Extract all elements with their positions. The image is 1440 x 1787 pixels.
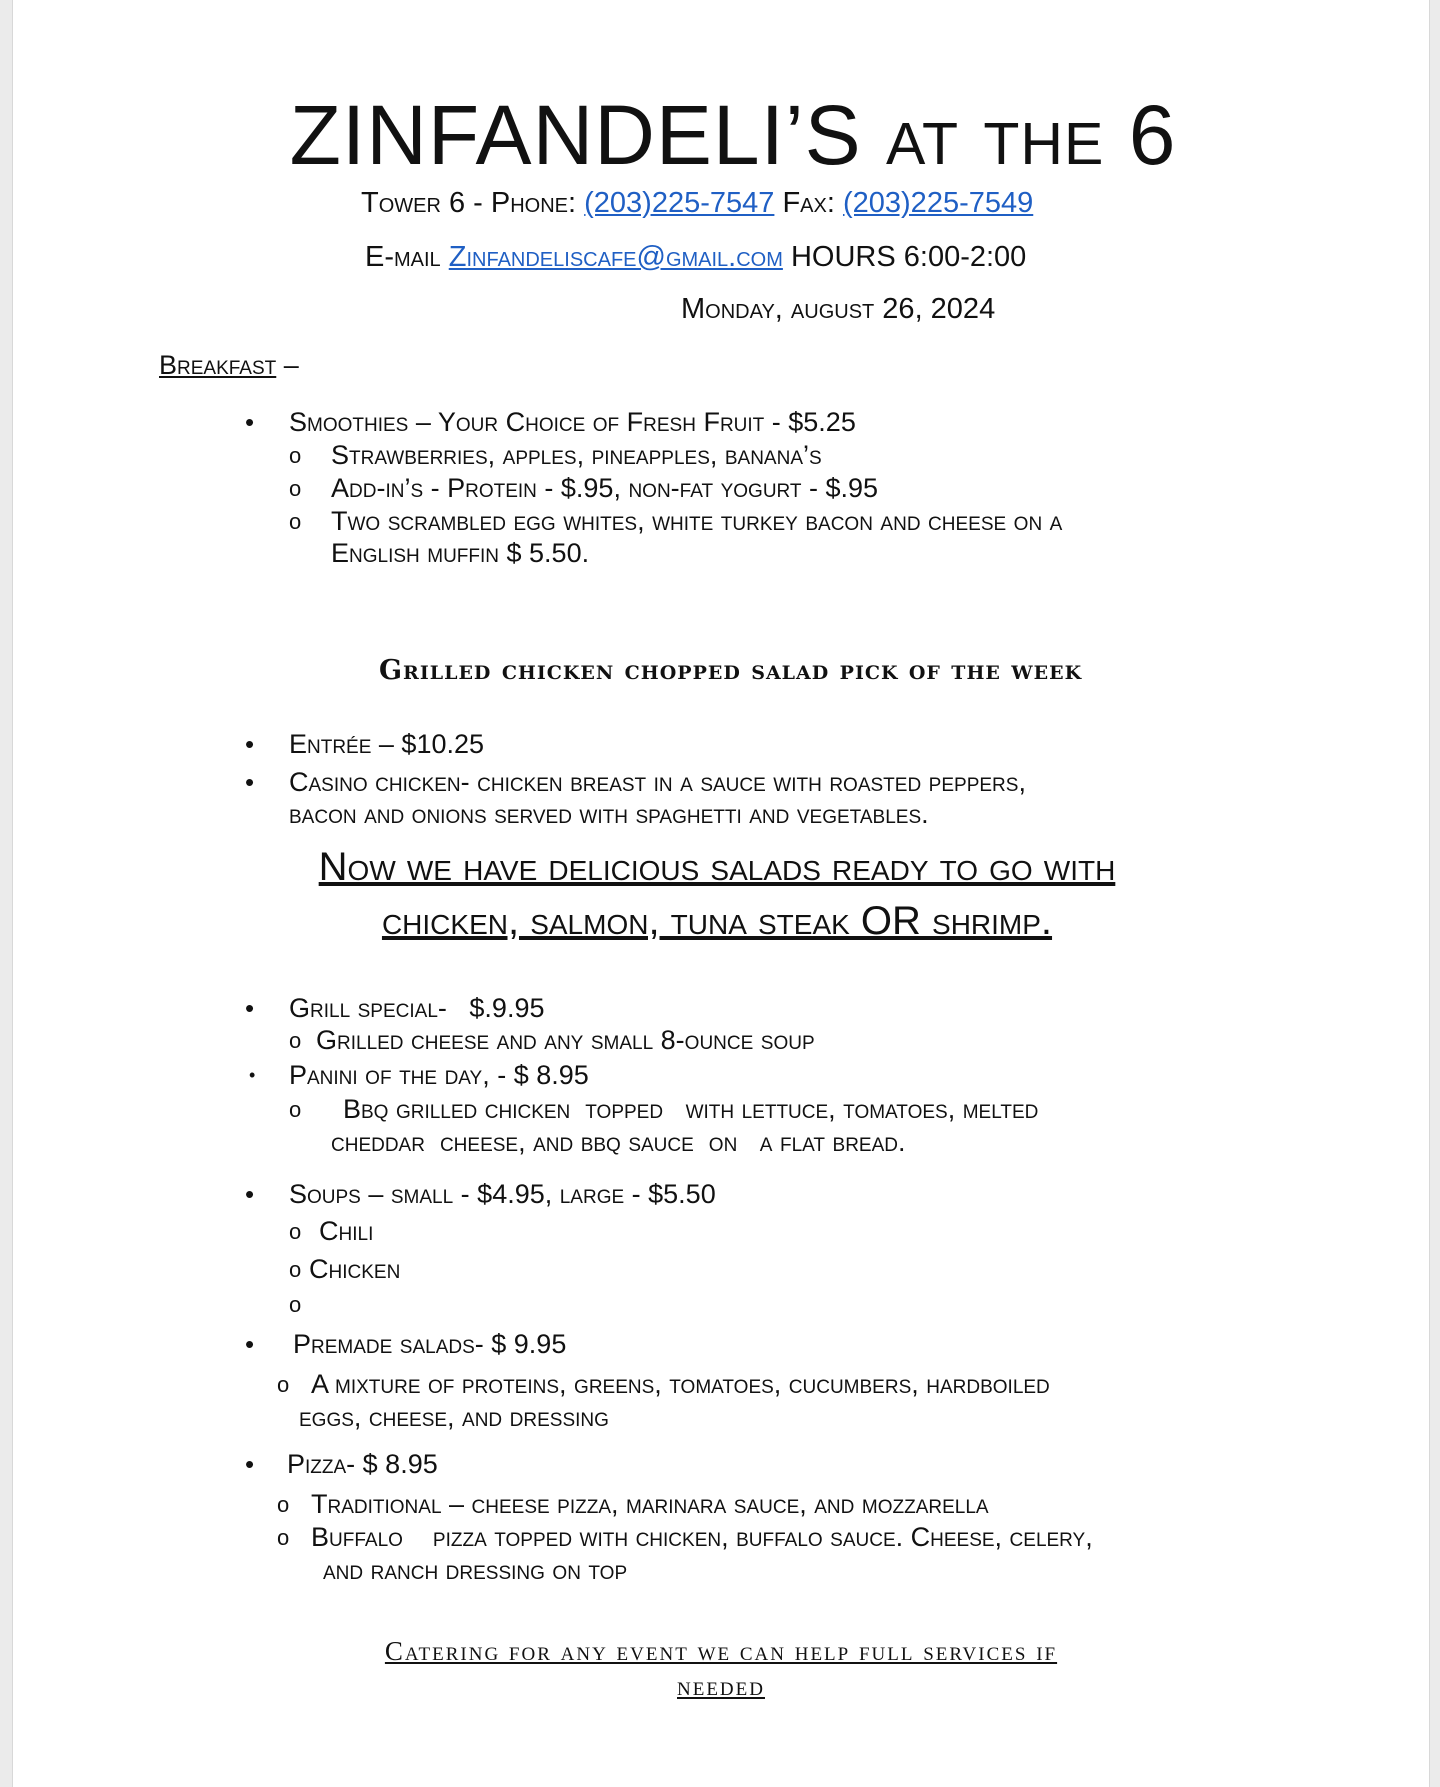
bullet: • <box>245 767 255 797</box>
breakfast-heading-text: Breakfast <box>159 350 277 380</box>
breakfast-dash: – <box>283 350 299 380</box>
bullet: • <box>245 1329 255 1359</box>
phone-link[interactable]: (203)225-7547 <box>584 187 775 219</box>
panini-label: Panini of the day, - $ 8.95 <box>289 1060 589 1090</box>
panini-sub-line2: cheddar cheese, and bbq sauce on a flat bread. <box>331 1127 906 1157</box>
grill-price: $.9.95 <box>469 993 545 1023</box>
sub-bullet: o <box>289 1257 302 1282</box>
email-hours-line <box>365 240 1026 274</box>
breakfast-heading <box>159 349 299 381</box>
pizza-label: Pizza- $ 8.95 <box>287 1449 438 1479</box>
title-tail: at the 6 <box>886 88 1177 182</box>
grill-special <box>289 992 544 1024</box>
contact-prefix: Tower 6 - Phone: <box>361 187 577 219</box>
soups-label: Soups – small - $4.95, large - $5.50 <box>289 1179 716 1209</box>
pick-of-week: Grilled chicken chopped salad pick of the week <box>379 655 1083 686</box>
bullet: • <box>249 1065 256 1085</box>
bullet: • <box>245 1179 255 1209</box>
premade-label: Premade salads- $ 9.95 <box>293 1329 567 1359</box>
bullet: • <box>245 993 255 1023</box>
premade-sub-line1: A mixture of proteins, greens, tomatoes, cucumbers, hardboiled <box>311 1369 1050 1399</box>
sub-bullet: o <box>277 1492 290 1517</box>
entree-desc-line1: Casino chicken- chicken breast in a sauce with roasted peppers, <box>289 767 1026 797</box>
entree-price: Entrée – $10.25 <box>289 729 485 759</box>
pizza-buffalo-line1: Buffalo pizza topped with chicken, buffalo sauce. Cheese, celery, <box>311 1522 1093 1552</box>
sub-bullet: o <box>289 1219 302 1244</box>
bullet: • <box>245 1449 255 1479</box>
promo-line2: chicken, salmon, tuna steak OR shrimp. <box>381 899 1053 943</box>
egg-white-sandwich-line1: Two scrambled egg whites, white turkey bacon and cheese on a <box>331 506 1063 536</box>
smoothies-item: Smoothies – Your Choice of Fresh Fruit - $5.25 <box>289 407 856 437</box>
email-label: E-mail <box>365 241 441 273</box>
panini-sub-line1: Bbq grilled chicken topped with lettuce, tomatoes, melted <box>343 1094 1039 1124</box>
email-link[interactable]: Zinfandeliscafe@gmail.com <box>448 241 783 273</box>
catering-line2: needed <box>677 1671 765 1701</box>
smoothies-fruits: Strawberries, apples, pineapples, banana’s <box>331 440 822 470</box>
soup-item: Chicken <box>309 1254 401 1284</box>
title-main: ZINFANDELI’S <box>289 88 862 182</box>
egg-white-sandwich-line2: English muffin $ 5.50. <box>331 538 590 568</box>
sub-bullet: o <box>289 509 302 534</box>
bullet: • <box>245 407 255 437</box>
fax-link[interactable]: (203)225-7549 <box>842 187 1034 219</box>
grill-sub: Grilled cheese and any small 8-ounce soup <box>316 1025 815 1055</box>
sub-bullet: o <box>289 476 302 501</box>
promo-line1: Now we have delicious salads ready to go with <box>318 845 1116 889</box>
pizza-buffalo-line2: and ranch dressing on top <box>323 1555 628 1585</box>
sub-bullet: o <box>289 443 302 468</box>
premade-sub-line2: eggs, cheese, and dressing <box>299 1402 609 1432</box>
sub-bullet: o <box>277 1525 290 1550</box>
smoothies-addins: Add-in’s - Protein - $.95, non-fat yogurt - $.95 <box>331 473 879 503</box>
sub-bullet: o <box>277 1372 290 1397</box>
bullet: • <box>245 729 255 759</box>
restaurant-title <box>0 85 1440 185</box>
sub-bullet: o <box>289 1097 302 1122</box>
catering-line1: Catering for any event we can help full services if <box>384 1636 1058 1666</box>
contact-line <box>361 186 1033 220</box>
pizza-traditional: Traditional – cheese pizza, marinara sauce, and mozzarella <box>311 1489 989 1519</box>
menu-date: Monday, august 26, 2024 <box>681 293 996 325</box>
entree-desc-line2: bacon and onions served with spaghetti and vegetables. <box>289 799 929 829</box>
fax-label: Fax: <box>782 187 835 219</box>
hours-text: HOURS 6:00-2:00 <box>790 241 1027 273</box>
grill-label: Grill special- <box>289 993 447 1023</box>
menu-page <box>12 0 1430 1787</box>
sub-bullet: o <box>289 1028 302 1053</box>
sub-bullet: o <box>289 1292 302 1317</box>
soup-item: Chili <box>319 1216 374 1246</box>
